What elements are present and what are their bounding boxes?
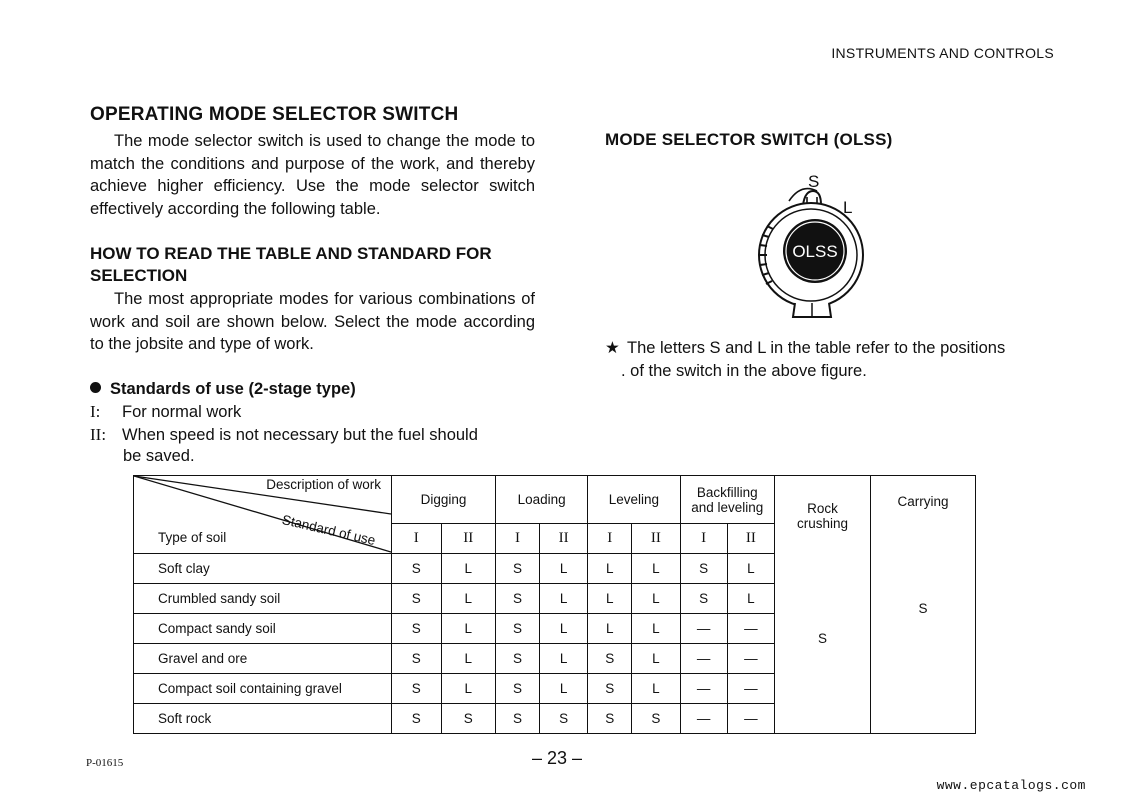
bullet-icon bbox=[90, 382, 101, 393]
mode-cell: S bbox=[588, 644, 632, 674]
mode-cell: L bbox=[632, 674, 680, 704]
soil-type-cell: Compact sandy soil bbox=[134, 614, 392, 644]
mode-cell: S bbox=[495, 614, 539, 644]
mode-cell: S bbox=[495, 704, 539, 734]
mode-cell: S bbox=[392, 584, 442, 614]
mode-cell: S bbox=[392, 704, 442, 734]
page-title: OPERATING MODE SELECTOR SWITCH bbox=[90, 104, 459, 125]
position-s-label: S bbox=[808, 172, 820, 191]
standard-two-text: When speed is not necessary but the fuel should bbox=[122, 426, 478, 444]
mode-cell: L bbox=[441, 644, 495, 674]
standard-one bbox=[90, 402, 241, 422]
stage-backfilling-1: I bbox=[680, 524, 727, 554]
mode-cell: L bbox=[727, 584, 774, 614]
mode-selection-table bbox=[133, 475, 976, 734]
note-line-1: The letters S and L in the table refer to the positions bbox=[627, 339, 1006, 357]
soil-type-cell: Compact soil containing gravel bbox=[134, 674, 392, 704]
work-header-loading: Loading bbox=[495, 476, 587, 524]
mode-cell: S bbox=[588, 704, 632, 734]
standard-two-continued: be saved. bbox=[123, 447, 195, 465]
mode-cell: L bbox=[539, 584, 587, 614]
stage-digging-1: I bbox=[392, 524, 442, 554]
mode-cell: — bbox=[727, 644, 774, 674]
mode-cell: S bbox=[441, 704, 495, 734]
mode-cell: L bbox=[588, 554, 632, 584]
mode-cell: S bbox=[588, 674, 632, 704]
mode-cell: L bbox=[588, 584, 632, 614]
stage-digging-2: II bbox=[441, 524, 495, 554]
mode-cell: S bbox=[392, 614, 442, 644]
work-header-backfilling: Backfilling and leveling bbox=[680, 476, 774, 524]
standard-two bbox=[90, 425, 478, 445]
soil-type-cell: Soft clay bbox=[134, 554, 392, 584]
mode-cell: — bbox=[727, 704, 774, 734]
mode-cell: L bbox=[441, 614, 495, 644]
mode-cell: L bbox=[441, 554, 495, 584]
mode-cell: — bbox=[680, 644, 727, 674]
intro-text: The mode selector switch is used to change the mode to match the conditions and purpose of the work, and thereby achieve higher efficiency. Use the mode selector switch effectively according the following table. bbox=[90, 132, 535, 218]
mode-cell: — bbox=[680, 674, 727, 704]
stage-loading-2: II bbox=[539, 524, 587, 554]
corner-standard-label: Standard of use bbox=[280, 512, 377, 549]
rock-crushing-value: S bbox=[817, 631, 827, 646]
section-subtitle: HOW TO READ THE TABLE AND STANDARD FOR SELECTION bbox=[90, 244, 492, 285]
note-line-2: . of the switch in the above figure. bbox=[621, 361, 867, 380]
work-header-rock-crushing bbox=[775, 476, 871, 734]
document-code: P-01615 bbox=[86, 757, 124, 769]
position-l-label: L bbox=[843, 198, 853, 217]
table-header-row bbox=[134, 476, 976, 524]
mode-cell: S bbox=[632, 704, 680, 734]
standard-two-number: II: bbox=[90, 425, 107, 444]
olss-dial-illustration bbox=[745, 165, 875, 325]
soil-type-cell: Gravel and ore bbox=[134, 644, 392, 674]
mode-cell: S bbox=[495, 584, 539, 614]
body-paragraph bbox=[90, 288, 535, 356]
section-header: INSTRUMENTS AND CONTROLS bbox=[831, 45, 1054, 61]
mode-cell: S bbox=[392, 554, 442, 584]
mode-cell: S bbox=[680, 554, 727, 584]
carrying-value: S bbox=[918, 601, 928, 616]
mode-cell: L bbox=[539, 554, 587, 584]
mode-cell: S bbox=[392, 674, 442, 704]
watermark-site: www.epcatalogs.com bbox=[936, 778, 1086, 793]
mode-cell: S bbox=[392, 644, 442, 674]
mode-cell: L bbox=[632, 614, 680, 644]
mode-cell: L bbox=[632, 644, 680, 674]
soil-type-cell: Soft rock bbox=[134, 704, 392, 734]
soil-type-cell: Crumbled sandy soil bbox=[134, 584, 392, 614]
work-header-carrying bbox=[871, 476, 976, 734]
work-header-leveling: Leveling bbox=[588, 476, 680, 524]
standards-heading-text: Standards of use (2-stage type) bbox=[110, 380, 356, 398]
mode-cell: L bbox=[632, 584, 680, 614]
mode-cell: — bbox=[727, 614, 774, 644]
mode-cell: — bbox=[680, 614, 727, 644]
mode-cell: L bbox=[727, 554, 774, 584]
mode-cell: L bbox=[539, 674, 587, 704]
mode-cell: L bbox=[539, 614, 587, 644]
carrying-label: Carrying bbox=[897, 494, 949, 509]
mode-cell: L bbox=[441, 674, 495, 704]
work-header-digging: Digging bbox=[392, 476, 496, 524]
olss-dial-label: OLSS bbox=[792, 242, 838, 261]
stage-leveling-1: I bbox=[588, 524, 632, 554]
switch-title: MODE SELECTOR SWITCH (OLSS) bbox=[605, 130, 893, 149]
stage-backfilling-2: II bbox=[727, 524, 774, 554]
positions-note bbox=[605, 337, 1065, 382]
stage-leveling-2: II bbox=[632, 524, 680, 554]
table-corner-cell bbox=[134, 476, 392, 554]
body-text: The most appropriate modes for various combinations of work and soil are shown below. Select the mode according to the jobsite and type of work. bbox=[90, 290, 535, 353]
standard-one-text: For normal work bbox=[122, 403, 242, 421]
mode-cell: L bbox=[588, 614, 632, 644]
corner-description-label: Description of work bbox=[266, 477, 381, 492]
mode-cell: — bbox=[727, 674, 774, 704]
star-icon: ★ bbox=[605, 339, 620, 357]
mode-cell: L bbox=[632, 554, 680, 584]
mode-cell: S bbox=[495, 554, 539, 584]
mode-cell: L bbox=[441, 584, 495, 614]
standard-one-number: I: bbox=[90, 402, 101, 421]
mode-cell: S bbox=[495, 674, 539, 704]
mode-cell: L bbox=[539, 644, 587, 674]
page-number: – 23 – bbox=[532, 748, 583, 768]
mode-cell: S bbox=[495, 644, 539, 674]
corner-soil-label: Type of soil bbox=[158, 530, 227, 545]
mode-cell: — bbox=[680, 704, 727, 734]
intro-paragraph bbox=[90, 130, 535, 220]
stage-loading-1: I bbox=[495, 524, 539, 554]
rock-crushing-label: Rock crushing bbox=[796, 501, 849, 531]
mode-cell: S bbox=[539, 704, 587, 734]
mode-cell: S bbox=[680, 584, 727, 614]
standards-heading bbox=[90, 380, 356, 399]
